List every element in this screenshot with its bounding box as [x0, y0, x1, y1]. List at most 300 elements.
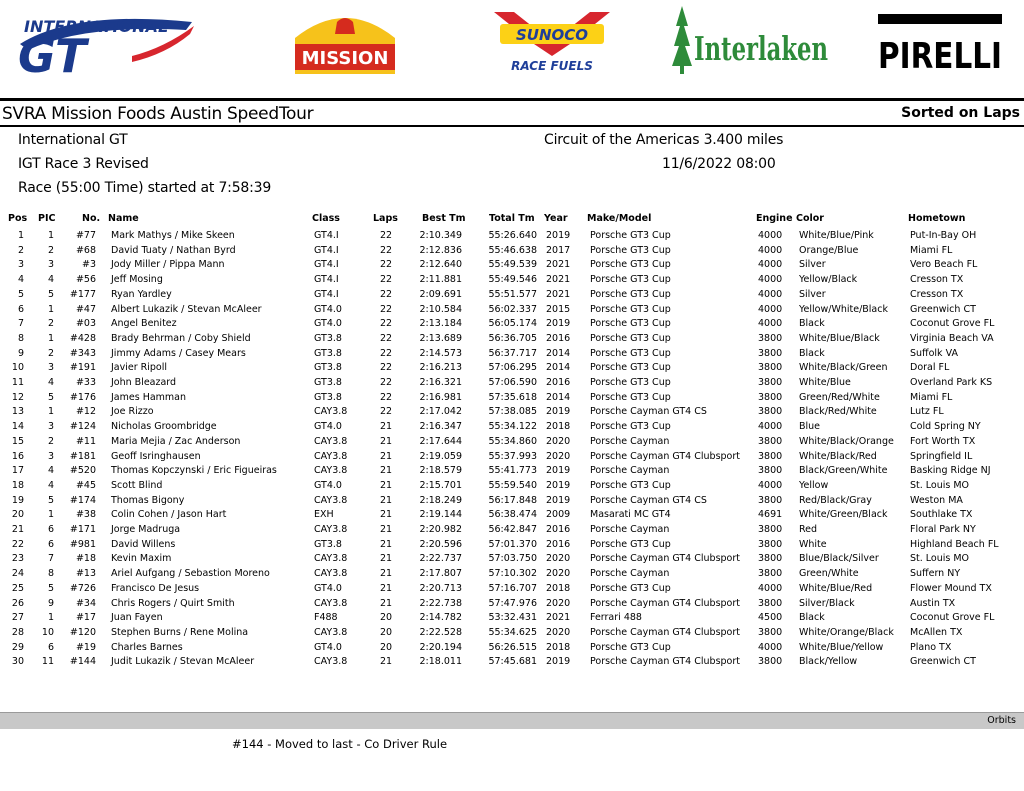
year-cell: 2009: [546, 509, 571, 521]
laps-cell: 22: [380, 274, 393, 286]
car-number: #428: [69, 332, 96, 344]
driver-name: John Bleazard: [111, 377, 177, 388]
col-total: Total Tm: [489, 213, 535, 224]
total-time: 53:32.431: [488, 612, 537, 624]
car-color: Black/Green/White: [799, 465, 888, 477]
make-model: Porsche Cayman GT4 Clubsport: [590, 626, 740, 638]
car-color: Yellow/White/Black: [799, 303, 888, 315]
table-row: [0, 450, 1024, 464]
make-model: Porsche GT3 Cup: [590, 303, 671, 315]
pic-cell: 5: [47, 582, 54, 594]
pic-cell: 6: [47, 641, 54, 653]
engine-cell: 3800: [758, 656, 783, 668]
engine-cell: 3800: [758, 597, 783, 609]
best-time: 2:19.144: [419, 509, 462, 521]
pic-cell: 4: [47, 479, 54, 491]
make-model: Porsche GT3 Cup: [590, 582, 671, 594]
pic-cell: 3: [47, 362, 54, 374]
class-cell: GT4.0: [314, 641, 342, 653]
best-time: 2:22.528: [419, 626, 462, 638]
pos-cell: 27: [11, 612, 24, 624]
table-row: [0, 347, 1024, 361]
car-color: Silver: [799, 259, 826, 271]
make-model: Masarati MC GT4: [590, 509, 671, 521]
laps-cell: 22: [380, 303, 393, 315]
class-cell: GT4.0: [314, 582, 342, 594]
mission-text: MISSION: [301, 48, 389, 69]
laps-cell: 21: [380, 597, 393, 609]
best-time: 2:10.349: [419, 230, 462, 241]
car-number: #38: [75, 509, 96, 521]
hometown-cell: Doral FL: [910, 362, 950, 374]
interlaken-logo: [672, 4, 832, 76]
best-time: 2:22.738: [419, 597, 462, 609]
class-cell: CAY3.8: [314, 435, 348, 447]
pos-cell: 14: [11, 421, 24, 433]
hometown-cell: Floral Park NY: [910, 524, 976, 535]
driver-name: Maria Mejia / Zac Anderson: [111, 435, 241, 447]
class-cell: GT3.8: [314, 347, 342, 359]
pic-cell: 2: [47, 347, 54, 359]
pos-cell: 18: [11, 479, 24, 491]
table-row: [0, 464, 1024, 478]
make-model: Porsche GT3 Cup: [590, 362, 671, 374]
pos-cell: 4: [17, 274, 24, 286]
driver-name: Geoff Isringhausen: [111, 450, 201, 462]
col-hometown: Hometown: [908, 213, 966, 224]
total-time: 57:16.707: [488, 582, 537, 594]
pic-cell: 10: [41, 626, 54, 638]
year-cell: 2019: [546, 318, 571, 330]
driver-name: Ariel Aufgang / Sebastion Moreno: [111, 568, 270, 580]
make-model: Porsche GT3 Cup: [590, 421, 671, 433]
best-time: 2:12.836: [419, 244, 462, 256]
sunoco-logo: [490, 4, 614, 76]
session-datetime: 11/6/2022 08:00: [662, 156, 776, 172]
car-color: White/Black/Orange: [799, 435, 894, 447]
class-cell: GT4.0: [314, 318, 342, 330]
pic-cell: 4: [47, 465, 54, 477]
pic-cell: 1: [47, 509, 54, 521]
sorted-label: Sorted on Laps: [901, 105, 1020, 121]
laps-cell: 22: [380, 230, 393, 241]
make-model: Porsche GT3 Cup: [590, 479, 671, 491]
class-cell: CAY3.8: [314, 524, 348, 535]
year-cell: 2021: [546, 259, 571, 271]
series-name: International GT: [18, 132, 128, 148]
car-number: #33: [75, 377, 96, 388]
pirelli-logo: [876, 4, 1004, 76]
laps-cell: 22: [380, 377, 393, 388]
make-model: Porsche Cayman: [590, 435, 670, 447]
best-time: 2:20.982: [419, 524, 462, 535]
table-row: [0, 273, 1024, 287]
laps-cell: 22: [380, 406, 393, 418]
table-row: [0, 244, 1024, 258]
footer-bar: [0, 712, 1024, 729]
table-row: [0, 405, 1024, 419]
total-time: 55:49.539: [488, 259, 537, 271]
driver-name: Nicholas Groombridge: [111, 421, 217, 433]
class-cell: CAY3.8: [314, 568, 348, 580]
make-model: Porsche Cayman GT4 Clubsport: [590, 553, 740, 565]
driver-name: Joe Rizzo: [111, 406, 154, 418]
pos-cell: 17: [11, 465, 24, 477]
table-row: [0, 655, 1024, 669]
pic-cell: 2: [47, 244, 54, 256]
best-time: 2:20.596: [419, 538, 462, 550]
hometown-cell: Fort Worth TX: [910, 435, 976, 447]
car-number: #181: [69, 450, 96, 462]
hometown-cell: Coconut Grove FL: [910, 612, 995, 624]
pos-cell: 2: [17, 244, 24, 256]
make-model: Porsche GT3 Cup: [590, 332, 671, 344]
make-model: Porsche GT3 Cup: [590, 244, 671, 256]
car-number: #34: [75, 597, 96, 609]
car-number: #3: [81, 259, 96, 271]
hometown-cell: Suffern NY: [910, 568, 961, 580]
pos-cell: 12: [11, 391, 24, 403]
make-model: Porsche GT3 Cup: [590, 259, 671, 271]
driver-name: Mark Mathys / Mike Skeen: [111, 230, 235, 241]
car-number: #171: [69, 524, 96, 535]
year-cell: 2014: [546, 347, 571, 359]
car-color: White/Blue: [799, 377, 851, 388]
year-cell: 2019: [546, 479, 571, 491]
race-info: Race (55:00 Time) started at 7:58:39: [18, 180, 272, 196]
total-time: 56:37.717: [488, 347, 537, 359]
col-pos: Pos: [8, 213, 28, 224]
col-name: Name: [108, 213, 139, 224]
table-row: [0, 567, 1024, 581]
car-number: #191: [69, 362, 96, 374]
year-cell: 2019: [546, 230, 571, 241]
year-cell: 2014: [546, 391, 571, 403]
total-time: 56:02.337: [488, 303, 537, 315]
year-cell: 2016: [546, 538, 571, 550]
best-time: 2:16.213: [419, 362, 462, 374]
class-cell: CAY3.8: [314, 450, 348, 462]
car-number: #68: [75, 244, 96, 256]
laps-cell: 21: [380, 568, 393, 580]
laps-cell: 22: [380, 244, 393, 256]
igt-main-text: GT: [18, 29, 87, 83]
pic-cell: 8: [47, 568, 54, 580]
driver-name: Albert Lukazik / Stevan McAleer: [111, 303, 262, 315]
car-color: Yellow/Black: [799, 274, 858, 286]
hometown-cell: Vero Beach FL: [910, 259, 978, 271]
pic-cell: 1: [47, 612, 54, 624]
hometown-cell: Miami FL: [910, 391, 953, 403]
car-color: Black/Red/White: [799, 406, 877, 418]
driver-name: Francisco De Jesus: [111, 582, 200, 594]
total-time: 55:51.577: [488, 288, 537, 300]
laps-cell: 21: [380, 509, 393, 521]
best-time: 2:18.249: [419, 494, 462, 506]
pirelli-text: PIRELLI: [878, 36, 1002, 77]
pic-cell: 3: [47, 259, 54, 271]
laps-cell: 21: [380, 582, 393, 594]
best-time: 2:11.881: [419, 274, 462, 286]
driver-name: Jeff Mosing: [111, 274, 163, 286]
best-time: 2:10.584: [419, 303, 462, 315]
make-model: Porsche GT3 Cup: [590, 288, 671, 300]
pic-cell: 5: [47, 288, 54, 300]
engine-cell: 3800: [758, 347, 783, 359]
pos-cell: 16: [11, 450, 24, 462]
hometown-cell: Highland Beach FL: [910, 538, 999, 550]
col-color: Color: [796, 213, 824, 224]
best-time: 2:22.737: [419, 553, 462, 565]
engine-cell: 3800: [758, 362, 783, 374]
car-number: #18: [75, 553, 96, 565]
pos-cell: 28: [11, 626, 24, 638]
circuit-info: Circuit of the Americas 3.400 miles: [544, 132, 784, 148]
year-cell: 2021: [546, 612, 571, 624]
sunoco-text: SUNOCO: [515, 26, 589, 44]
year-cell: 2015: [546, 303, 571, 315]
laps-cell: 22: [380, 318, 393, 330]
table-row: [0, 420, 1024, 434]
best-time: 2:16.981: [419, 391, 462, 403]
best-time: 2:16.347: [419, 421, 462, 433]
engine-cell: 4691: [758, 509, 783, 521]
engine-cell: 4000: [758, 479, 783, 491]
pos-cell: 15: [11, 435, 24, 447]
table-row: [0, 597, 1024, 611]
year-cell: 2019: [546, 494, 571, 506]
engine-cell: 4000: [758, 288, 783, 300]
laps-cell: 20: [380, 612, 393, 624]
laps-cell: 21: [380, 435, 393, 447]
laps-cell: 20: [380, 626, 393, 638]
col-class: Class: [312, 213, 340, 224]
driver-name: James Hamman: [111, 391, 187, 403]
class-cell: GT3.8: [314, 377, 342, 388]
igt-top-text: INTERNATIONAL: [24, 17, 169, 36]
hometown-cell: Weston MA: [910, 494, 963, 506]
pos-cell: 30: [11, 656, 24, 668]
pic-cell: 3: [47, 421, 54, 433]
engine-cell: 3800: [758, 524, 783, 535]
make-model: Porsche GT3 Cup: [590, 230, 671, 241]
pos-cell: 6: [17, 303, 24, 315]
laps-cell: 21: [380, 553, 393, 565]
best-time: 2:17.644: [419, 435, 462, 447]
hometown-cell: St. Louis MO: [910, 479, 970, 491]
table-row: [0, 361, 1024, 375]
hometown-cell: Southlake TX: [910, 509, 973, 521]
table-row: [0, 641, 1024, 655]
car-number: #56: [75, 274, 96, 286]
make-model: Porsche Cayman GT4 Clubsport: [590, 450, 740, 462]
engine-cell: 4000: [758, 421, 783, 433]
driver-name: Charles Barnes: [111, 641, 183, 653]
make-model: Porsche GT3 Cup: [590, 538, 671, 550]
header-rule-bottom: [0, 125, 1024, 127]
hometown-cell: Put-In-Bay OH: [910, 230, 977, 241]
best-time: 2:19.059: [419, 450, 462, 462]
total-time: 56:36.705: [488, 332, 537, 344]
engine-cell: 4000: [758, 230, 783, 241]
pic-cell: 1: [47, 303, 54, 315]
pic-cell: 6: [47, 524, 54, 535]
car-color: White/Blue/Pink: [799, 230, 874, 241]
laps-cell: 22: [380, 332, 393, 344]
year-cell: 2020: [546, 450, 571, 462]
driver-name: Ryan Yardley: [111, 288, 172, 300]
make-model: Porsche Cayman: [590, 465, 670, 477]
table-row: [0, 376, 1024, 390]
driver-name: Colin Cohen / Jason Hart: [111, 509, 227, 521]
class-cell: CAY3.8: [314, 494, 348, 506]
car-color: White/Green/Black: [799, 509, 888, 521]
car-number: #13: [75, 568, 96, 580]
year-cell: 2020: [546, 553, 571, 565]
car-number: #47: [75, 303, 96, 315]
table-row: [0, 582, 1024, 596]
table-row: [0, 494, 1024, 508]
car-number: #03: [75, 318, 96, 330]
engine-cell: 3800: [758, 391, 783, 403]
driver-name: Judit Lukazik / Stevan McAleer: [111, 656, 255, 668]
class-cell: CAY3.8: [314, 406, 348, 418]
session-name: IGT Race 3 Revised: [18, 156, 149, 172]
total-time: 55:37.993: [488, 450, 537, 462]
pic-cell: 5: [47, 391, 54, 403]
engine-cell: 3800: [758, 332, 783, 344]
car-number: #177: [69, 288, 96, 300]
laps-cell: 21: [380, 494, 393, 506]
hometown-cell: Flower Mound TX: [910, 582, 992, 594]
laps-cell: 21: [380, 656, 393, 668]
mission-logo: [289, 4, 401, 76]
best-time: 2:12.640: [419, 259, 462, 271]
class-cell: CAY3.8: [314, 465, 348, 477]
engine-cell: 3800: [758, 568, 783, 580]
car-color: Green/Red/White: [799, 391, 880, 403]
pos-cell: 26: [11, 597, 24, 609]
best-time: 2:15.701: [419, 479, 462, 491]
best-time: 2:13.689: [419, 332, 462, 344]
hometown-cell: Lutz FL: [910, 406, 944, 418]
driver-name: Javier Ripoll: [111, 362, 168, 374]
car-number: #520: [69, 465, 96, 477]
car-color: White/Orange/Black: [799, 626, 894, 638]
table-row: [0, 479, 1024, 493]
car-color: White/Blue/Red: [799, 582, 873, 594]
hometown-cell: St. Louis MO: [910, 553, 970, 565]
driver-name: Jorge Madruga: [111, 524, 181, 535]
col-laps: Laps: [373, 213, 398, 224]
hometown-cell: Plano TX: [910, 641, 952, 653]
engine-cell: 3800: [758, 494, 783, 506]
car-number: #144: [69, 656, 96, 668]
class-cell: GT4.0: [314, 303, 342, 315]
pos-cell: 20: [11, 509, 24, 521]
total-time: 55:34.122: [488, 421, 537, 433]
pos-cell: 5: [17, 288, 24, 300]
total-time: 55:34.625: [488, 626, 537, 638]
table-row: [0, 258, 1024, 272]
best-time: 2:17.042: [419, 406, 462, 418]
car-number: #45: [75, 479, 96, 491]
make-model: Porsche Cayman: [590, 524, 670, 535]
pic-cell: 2: [47, 318, 54, 330]
car-number: #343: [69, 347, 96, 359]
table-row: [0, 611, 1024, 625]
car-number: #726: [69, 582, 96, 594]
total-time: 57:35.618: [488, 391, 537, 403]
driver-name: Stephen Burns / Rene Molina: [111, 626, 249, 638]
total-time: 55:59.540: [488, 479, 537, 491]
engine-cell: 4000: [758, 582, 783, 594]
driver-name: David Tuaty / Nathan Byrd: [111, 244, 236, 256]
class-cell: GT3.8: [314, 362, 342, 374]
col-best: Best Tm: [422, 213, 466, 224]
car-color: Silver: [799, 288, 826, 300]
engine-cell: 4500: [758, 612, 783, 624]
table-row: [0, 229, 1024, 243]
hometown-cell: Cold Spring NY: [910, 421, 981, 433]
pos-cell: 7: [17, 318, 24, 330]
total-time: 57:03.750: [488, 553, 537, 565]
class-cell: CAY3.8: [314, 656, 348, 668]
make-model: Porsche GT3 Cup: [590, 641, 671, 653]
year-cell: 2018: [546, 641, 571, 653]
year-cell: 2018: [546, 421, 571, 433]
pic-cell: 7: [47, 553, 54, 565]
hometown-cell: Coconut Grove FL: [910, 318, 995, 330]
engine-cell: 3800: [758, 538, 783, 550]
col-engine: Engine: [756, 213, 793, 224]
car-color: Silver/Black: [799, 597, 855, 609]
laps-cell: 22: [380, 347, 393, 359]
best-time: 2:14.573: [419, 347, 462, 359]
car-color: White/Black/Red: [799, 450, 877, 462]
make-model: Porsche GT3 Cup: [590, 318, 671, 330]
car-color: Yellow: [799, 479, 829, 491]
total-time: 55:34.860: [488, 435, 537, 447]
laps-cell: 22: [380, 288, 393, 300]
table-row: [0, 538, 1024, 552]
pos-cell: 21: [11, 524, 24, 535]
total-time: 56:05.174: [488, 318, 537, 330]
table-row: [0, 332, 1024, 346]
year-cell: 2017: [546, 244, 571, 256]
pic-cell: 4: [47, 377, 54, 388]
car-number: #17: [75, 612, 96, 624]
best-time: 2:18.011: [419, 656, 462, 668]
hometown-cell: Cresson TX: [910, 288, 964, 300]
class-cell: GT3.8: [314, 391, 342, 403]
pos-cell: 3: [17, 259, 24, 271]
interlaken-text: Interlaken: [694, 29, 829, 68]
total-time: 56:38.474: [488, 509, 537, 521]
driver-name: Thomas Kopczynski / Eric Figueiras: [111, 465, 277, 477]
car-color: White/Blue/Black: [799, 332, 880, 344]
driver-name: Thomas Bigony: [111, 494, 185, 506]
car-color: Green/White: [799, 568, 859, 580]
pic-cell: 1: [47, 332, 54, 344]
car-color: Black/Yellow: [799, 656, 858, 668]
car-color: White/Black/Green: [799, 362, 888, 374]
year-cell: 2020: [546, 626, 571, 638]
col-year: Year: [544, 213, 568, 224]
pic-cell: 2: [47, 435, 54, 447]
total-time: 57:10.302: [488, 568, 537, 580]
year-cell: 2014: [546, 362, 571, 374]
